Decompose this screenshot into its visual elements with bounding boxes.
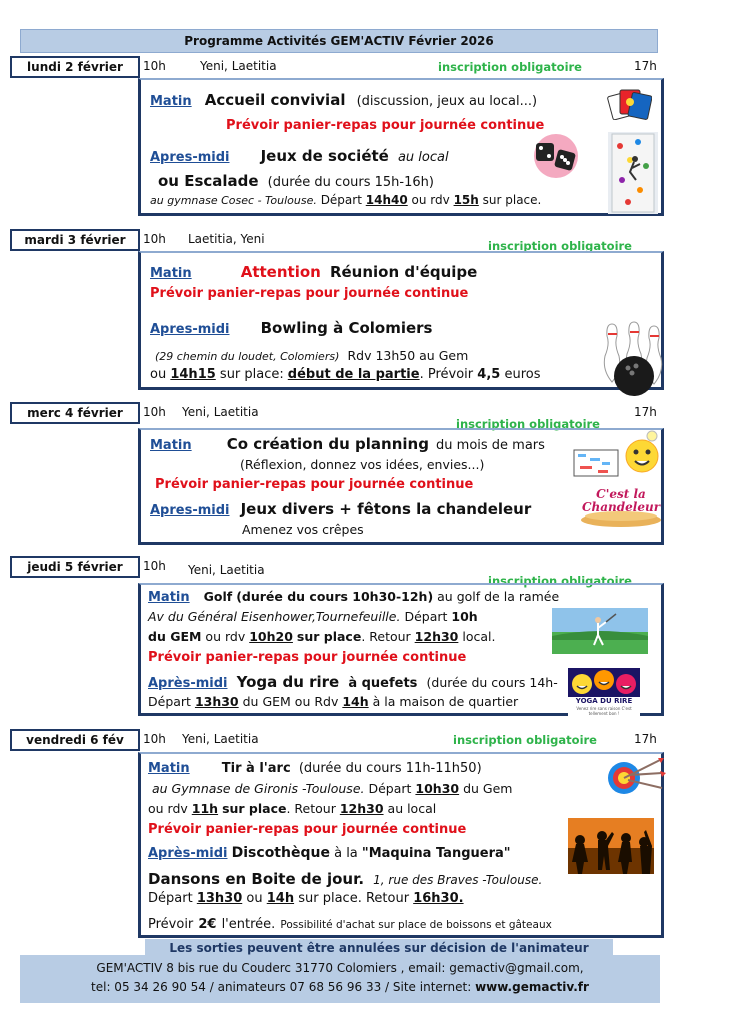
venue: au gymnase Cosec - Toulouse.	[150, 194, 317, 207]
section-morning: Matin	[148, 590, 190, 605]
dice-icon	[528, 133, 584, 179]
time: 16h30.	[413, 891, 464, 906]
attention-label: Attention	[240, 263, 321, 281]
activity-title: Réunion d'équipe	[329, 263, 478, 281]
day-label: vendredi 6 fév	[10, 729, 140, 751]
text: au local	[387, 801, 437, 816]
text: Départ	[148, 891, 193, 906]
text: ou	[246, 891, 263, 906]
website-link[interactable]: www.gemactiv.fr	[475, 980, 589, 994]
text: Départ	[148, 694, 191, 709]
section-morning: Matin	[148, 761, 190, 776]
section-morning: Matin	[150, 438, 192, 453]
animators: Laetitia, Yeni	[188, 232, 265, 246]
venue: (29 chemin du loudet, Colomiers)	[155, 350, 340, 363]
start-time: 10h	[143, 59, 166, 73]
day-label: mardi 3 février	[10, 229, 140, 251]
text: ou rdv	[411, 193, 450, 207]
venue: au golf de la ramée	[437, 589, 560, 604]
laughter-yoga-image	[568, 668, 640, 716]
day-label: lundi 2 février	[10, 56, 140, 78]
time: 13h30	[196, 891, 243, 906]
text: sur place. Retour	[298, 891, 410, 906]
activity-note: au local	[397, 150, 449, 165]
time: 10h20	[249, 629, 293, 644]
start-time: 10h	[143, 559, 166, 573]
text: . Prévoir	[419, 367, 474, 382]
planning-idea-icon	[572, 428, 664, 480]
footer-address: GEM'ACTIV 8 bis rue du Couderc 31770 Colomiers , email: gemactiv@gmail.com,	[96, 961, 584, 975]
section-afternoon: Après-midi	[148, 676, 228, 691]
start-time: 10h	[143, 732, 166, 746]
text: ou rdv	[205, 629, 246, 644]
footer-phone: tel: 05 34 26 90 54 / animateurs 07 68 56 96 33 / Site internet:	[91, 980, 472, 994]
text: du Gem	[463, 781, 513, 796]
time: 14h15	[170, 367, 216, 382]
text: euros	[504, 367, 541, 382]
meal-note: Prévoir panier-repas pour journée continue	[148, 650, 467, 665]
address: 1, rue des Braves -Toulouse.	[373, 873, 543, 887]
text: Prévoir	[148, 917, 194, 932]
time: 14h40	[365, 193, 408, 207]
text: à la maison de quartier	[372, 694, 519, 709]
text: . Retour	[286, 801, 336, 816]
start-time: 10h	[143, 405, 166, 419]
time: 10h30	[415, 781, 460, 796]
activity-note: (durée du cours 11h-11h50)	[298, 761, 482, 776]
text: sur place.	[482, 193, 542, 207]
text: Départ	[368, 781, 412, 796]
golf-image	[552, 608, 648, 654]
section-afternoon: Apres-midi	[150, 503, 230, 518]
animators: Yeni, Laetitia	[182, 405, 259, 419]
text: sur place:	[219, 367, 284, 382]
price: 2€	[198, 917, 217, 932]
section-morning: Matin	[150, 266, 192, 281]
day-label: merc 4 février	[10, 402, 140, 424]
time: 14h	[342, 694, 369, 709]
inscription-note: inscription obligatoire	[484, 574, 636, 588]
activity-title: Co création du planning	[226, 435, 429, 453]
climbing-wall-image	[608, 132, 658, 214]
venue: au Gymnase de Gironis -Toulouse.	[152, 781, 365, 796]
end-time: 17h	[634, 59, 657, 73]
cancellation-note: Les sorties peuvent être annulées sur décision de l'animateur	[145, 939, 613, 957]
text: Possibilité d'achat sur place de boissons et gâteaux	[280, 919, 552, 931]
end-time: 17h	[634, 405, 657, 419]
inscription-note: inscription obligatoire	[452, 417, 604, 431]
time: 12h30	[339, 801, 384, 816]
activity-note: du mois de mars	[436, 438, 545, 453]
text: sur place	[296, 629, 362, 644]
highlight: début de la partie	[287, 367, 420, 382]
inscription-note: inscription obligatoire	[484, 239, 636, 253]
section-morning: Matin	[150, 94, 192, 109]
inscription-note: inscription obligatoire	[449, 733, 601, 747]
text: du GEM ou Rdv	[242, 694, 339, 709]
activity-title: ou Escalade	[158, 172, 259, 190]
day-label: jeudi 5 février	[10, 556, 140, 578]
time: 15h	[453, 193, 479, 207]
footer-contact	[20, 978, 660, 997]
laughter-yoga-subtitle: Venez rire sans raison C'est tellement bon !	[568, 706, 640, 716]
activity-title: Tir à l'arc	[221, 761, 291, 776]
laughter-yoga-title: YOGA DU RIRE	[568, 697, 640, 706]
end-time: 17h	[634, 732, 657, 746]
time: 11h	[191, 801, 219, 816]
animators: Yeni, Laetitia	[200, 59, 277, 73]
text: ou	[150, 367, 167, 382]
section-afternoon: Apres-midi	[150, 150, 230, 165]
text: du GEM	[148, 629, 202, 644]
activity-note: (discussion, jeux au local...)	[356, 94, 538, 109]
venue: Av du Général Eisenhower,Tournefeuille.	[148, 609, 401, 624]
activity-title: Accueil convivial	[204, 91, 346, 109]
text: local.	[462, 629, 496, 644]
activity-note: (durée du cours 15h-16h)	[267, 175, 434, 190]
text: l'entrée.	[221, 917, 276, 932]
activity-title: Jeux divers + fêtons la chandeleur	[240, 500, 532, 518]
venue: à quefets	[348, 676, 418, 691]
animators: Yeni, Laetitia	[188, 563, 265, 577]
chandeleur-text: C'est la Chandeleur	[581, 487, 661, 514]
footer	[20, 955, 660, 1003]
archery-target-icon	[600, 756, 666, 796]
disco-image	[568, 818, 654, 874]
activity-note: (durée du cours 14h-	[426, 675, 558, 690]
start-time: 10h	[143, 232, 166, 246]
time: 10h	[451, 609, 478, 624]
meeting-note: Rdv 13h50 au Gem	[347, 348, 469, 363]
time: 13h30	[194, 694, 239, 709]
animators: Yeni, Laetitia	[182, 732, 259, 746]
text: Départ	[404, 609, 448, 624]
inscription-note: inscription obligatoire	[434, 60, 586, 74]
text: Départ	[320, 193, 362, 207]
activity-title: Jeux de société	[260, 147, 389, 165]
text: ou rdv	[148, 801, 188, 816]
time: 12h30	[414, 629, 459, 644]
text: sur place	[222, 801, 287, 816]
price: 4,5	[477, 367, 501, 382]
activity-title: Dansons en Boite de jour.	[148, 870, 365, 888]
activity-title: Bowling à Colomiers	[260, 319, 433, 337]
venue: "Maquina Tanguera"	[361, 846, 511, 861]
meal-note: Prévoir panier-repas pour journée continue	[150, 286, 469, 301]
activity-title: Golf	[203, 589, 233, 604]
playing-cards-icon	[606, 86, 652, 120]
bowling-icon	[594, 320, 674, 398]
activity-title: Discothèque	[231, 845, 330, 861]
activity-note: (durée du cours 10h30-12h)	[236, 589, 434, 604]
chandeleur-image	[576, 484, 666, 528]
activity-note: (Réflexion, donnez vos idées, envies...)	[240, 457, 485, 472]
text: . Retour	[361, 629, 411, 644]
activity-note: Amenez vos crêpes	[242, 522, 364, 537]
page-title: Programme Activités GEM'ACTIV Février 2026	[20, 29, 658, 53]
time: 14h	[266, 891, 295, 906]
meal-note: Prévoir panier-repas pour journée continue	[155, 477, 474, 492]
section-afternoon: Apres-midi	[150, 322, 230, 337]
text: à la	[334, 846, 358, 861]
activity-title: Yoga du rire	[236, 673, 340, 691]
meal-note: Prévoir panier-repas pour journée continue	[148, 822, 467, 837]
meal-note: Prévoir panier-repas pour journée continue	[226, 118, 545, 133]
section-afternoon: Après-midi	[148, 846, 228, 861]
